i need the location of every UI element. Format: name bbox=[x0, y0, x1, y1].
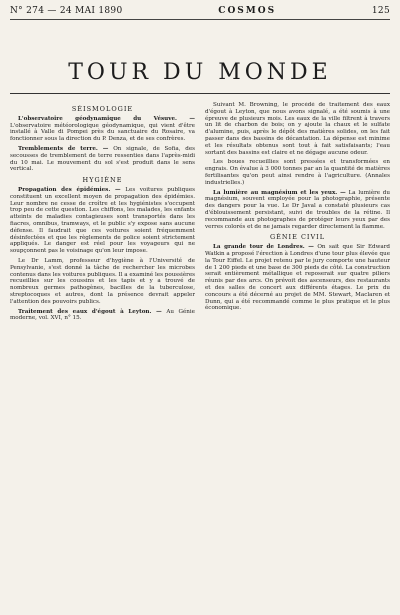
article-headline: L'observatoire géodynamique du Vésuve. — bbox=[18, 115, 195, 122]
category-heading: GÉNIE CIVIL bbox=[269, 233, 326, 242]
article-text: Au Génie moderne, vol. XVI, n° 15. bbox=[10, 308, 195, 322]
article-text: Les voitures publiques constituent un excellent moyen de propagation des épidémies. Leur nombre ne cesse de croître et les hygiénistes s'occupent trop peu de cette question. Les chiffons, les malades, les enfants atteints de maladies contagieuses sont transportés dans les fiacres, omnibus, tramways, et le public s'y expose sans aucune défense. Il faudrait que ces voitures soient fréquemment désinfectées et que les règlements de police soient strictement appliqués. Le danger est réel pour les voyageurs qui ne soupçonnent pas le voisinage qu'on leur impose. bbox=[10, 186, 195, 255]
article-paragraph bbox=[10, 309, 195, 323]
article-text: Les boues recueillies sont pressées et transformées en engrais. On évalue à 3 000 tonnes par an la quantité de matières fertilisantes qu'on peut ainsi rendre à l'agriculture. (Annales industrielles.) bbox=[205, 159, 390, 186]
section-rule bbox=[10, 93, 390, 94]
article-paragraph bbox=[10, 146, 195, 173]
category-heading: HYGIÈNE bbox=[82, 176, 123, 185]
article-text: Suivant M. Browning, le procédé de traitement des eaux d'égout à Leyton, que nous avons signalé, a été soumis à une épreuve de plusieurs mois. Les eaux de la ville filtrent à travers un lit de charbon de bois; on y ajoute la chaux et le sulfate d'alumine, puis, après le dépôt des matières solides, on les fait passer dans des bassins de décantation. La dépense est minime et les résultats obtenus sont tout à fait satisfaisants; l'eau sortant des bassins est claire et ne dégage aucune odeur. bbox=[205, 102, 390, 156]
article-paragraph bbox=[205, 190, 390, 231]
running-header bbox=[10, 6, 390, 20]
article-paragraph bbox=[205, 159, 390, 186]
left-column bbox=[10, 102, 195, 325]
category-heading: SÉISMOLOGIE bbox=[71, 105, 134, 113]
article-text: On sait que Sir Edward Watkin a proposé l'érection à Londres d'une tour plus élevée que la Tour Eiffel. Le projet retenu par le jury comporte une hauteur de 1 200 pieds et une base de 300 pieds de côté. La construction serait entièrement métallique et reposerait sur quatre piliers réunis par des arcs. On prévoit des ascenseurs, des restaurants et des salles de concert aux différents étages. Le prix du concours a été décerné au projet de MM. Stewart, Maclaren et Dunn, qui a été recommandé comme le plus pratique et le plus économique. bbox=[205, 244, 390, 312]
article-paragraph bbox=[10, 258, 195, 306]
article-paragraph bbox=[205, 244, 390, 312]
article-columns bbox=[10, 102, 390, 325]
article-headline: Tremblements de terre. — bbox=[18, 145, 114, 152]
article-text: La lumière du magnésium, souvent employée pour la photographie, présente des dangers pour la vue. Le Dr Javal a constaté plusieurs cas d'éblouissement persistant, suivi de troubles de la rétine. Il recommande aux photographes de protéger leurs yeux par des verres colorés et de ne jamais regarder directement la flamme. bbox=[205, 189, 390, 230]
article-headline: La lumière au magnésium et les yeux. — bbox=[213, 189, 349, 196]
article-paragraph bbox=[10, 187, 195, 255]
article-text: Le Dr Lamm, professeur d'hygiène à l'Université de Pensylvanie, s'est donné la tâche de rechercher les microbes contenus dans les voitures publiques. Il a examiné les poussières recueillies sur les coussins et les tapis et y a trouvé de nombreux germes pathogènes, bacilles de la tuberculose, streptocoques et autres, dont la présence devrait appeler l'attention des pouvoirs publics. bbox=[10, 257, 195, 305]
article-paragraph bbox=[10, 116, 195, 143]
journal-title: COSMOS bbox=[218, 6, 277, 16]
article-headline: La grande tour de Londres. — bbox=[213, 244, 318, 251]
page-number: 125 bbox=[371, 6, 390, 16]
article-paragraph bbox=[205, 102, 390, 156]
issue-number: N° 274 — 24 MAI 1890 bbox=[10, 6, 123, 16]
article-headline: Propagation des épidémies. — bbox=[18, 186, 126, 193]
article-headline: Traitement des eaux d'égout à Leyton. — bbox=[18, 308, 167, 315]
right-column bbox=[205, 102, 390, 325]
article-text: On signale, de Sofia, des secousses de tremblement de terre ressenties dans l'après-midi du 10 mai. Le mouvement du sol s'est produit dans le sens vertical. bbox=[10, 145, 195, 173]
article-text: L'observatoire météorologique géodynamique, qui vient d'être installé à Valle di Pompei près du sanctuaire du Rosaire, va fonctionner sous la direction du P. Denza, et de ses confrères. bbox=[10, 122, 195, 143]
section-title: TOUR DU MONDE bbox=[68, 60, 332, 85]
